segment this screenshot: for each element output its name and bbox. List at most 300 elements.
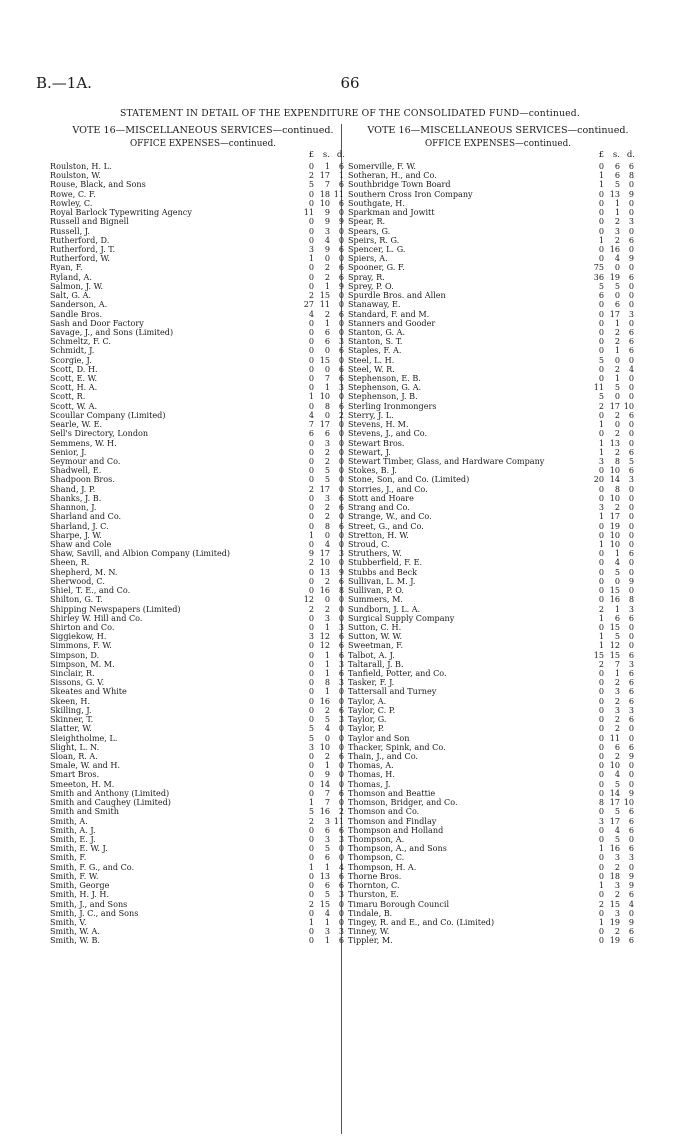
amount-pence: 3 <box>628 704 634 715</box>
amount-shillings: 17 <box>609 511 620 522</box>
amount-pence: 0 <box>628 621 634 632</box>
payee-name: Sundborn, J. L. A. <box>348 603 421 614</box>
amount-pounds: 5 <box>598 280 604 291</box>
payee-name: Thomson and Beattie <box>348 787 436 798</box>
amount-pence: 4 <box>628 363 634 374</box>
amount-pounds: 0 <box>308 336 314 347</box>
payee-name: Storries, J., and Co. <box>348 483 428 494</box>
payee-name: Thain, J., and Co. <box>348 751 419 761</box>
amount-pounds: 0 <box>308 566 314 577</box>
amount-pounds: 0 <box>598 741 604 752</box>
amount-pence: 6 <box>628 548 634 559</box>
amount-shillings: 2 <box>614 714 620 725</box>
amount-pence: 0 <box>338 695 344 706</box>
payee-name: Sinclair, R. <box>50 668 95 679</box>
amount-pence: 6 <box>628 695 634 706</box>
amount-pounds: 0 <box>598 852 604 863</box>
payee-name: Southern Cross Iron Company <box>348 188 473 199</box>
amount-pounds: 1 <box>598 179 604 190</box>
amount-shillings: 17 <box>609 815 620 826</box>
payee-name: Sprey, P. O. <box>348 280 394 291</box>
amount-pounds: 0 <box>308 363 314 374</box>
amount-shillings: 2 <box>614 889 620 900</box>
amount-shillings: 0 <box>324 345 330 356</box>
amount-pounds: 1 <box>598 446 604 457</box>
amount-pence: 0 <box>628 419 634 430</box>
amount-shillings: 6 <box>614 161 620 171</box>
amount-shillings: 15 <box>319 354 330 365</box>
payee-name: Spencer, L. G. <box>348 243 406 254</box>
amount-shillings: 1 <box>614 603 620 614</box>
document-reference: B.—1A. <box>36 74 92 92</box>
amount-shillings: 9 <box>324 216 330 227</box>
amount-pence: 6 <box>338 649 344 660</box>
payee-name: Roulston, H. L. <box>50 161 112 171</box>
payee-name: Simpson, D. <box>50 649 100 660</box>
amount-shillings: 3 <box>614 907 620 918</box>
amount-shillings: 1 <box>324 382 330 393</box>
amount-shillings: 2 <box>614 751 620 761</box>
amount-pence: 0 <box>338 456 344 466</box>
payee-name: Thomas, J. <box>348 778 391 789</box>
amount-pence: 0 <box>628 437 634 448</box>
payee-name: Thompson and Holland <box>348 824 444 835</box>
payee-name: Skeen, H. <box>50 695 91 706</box>
amount-pence: 6 <box>338 751 344 761</box>
amount-shillings: 1 <box>324 280 330 291</box>
amount-pence: 0 <box>338 797 344 808</box>
amount-pence: 3 <box>628 216 634 227</box>
payee-name: Stanners and Gooder <box>348 317 436 328</box>
amount-pence: 6 <box>338 575 344 586</box>
amount-pence: 0 <box>338 538 344 549</box>
payee-name: Stretton, H. W. <box>348 529 409 540</box>
amount-pence: 0 <box>628 732 634 743</box>
amount-pence: 3 <box>338 548 344 559</box>
payee-name: Stanaway, E. <box>348 299 401 310</box>
payee-name: Sash and Door Factory <box>50 317 144 328</box>
amount-pence: 0 <box>338 474 344 485</box>
left-entries <box>50 162 356 946</box>
amount-pounds: 0 <box>308 575 314 586</box>
amount-pence: 0 <box>628 557 634 568</box>
amount-pounds: 0 <box>598 861 604 872</box>
pence-header: d. <box>336 150 345 160</box>
amount-pence: 0 <box>338 529 344 540</box>
amount-shillings: 16 <box>609 243 620 254</box>
amount-pounds: 3 <box>598 456 604 466</box>
amount-shillings: 14 <box>609 787 620 798</box>
amount-shillings: 2 <box>324 456 330 466</box>
amount-pence: 0 <box>338 317 344 328</box>
amount-pounds: 0 <box>598 668 604 679</box>
payee-name: Sell's Directory, London <box>50 428 149 439</box>
payee-name: Schmidt, J. <box>50 345 95 356</box>
amount-pounds: 5 <box>308 723 314 734</box>
amount-shillings: 2 <box>614 428 620 439</box>
amount-shillings: 0 <box>614 262 620 273</box>
amount-pounds: 0 <box>308 511 314 522</box>
amount-pence: 6 <box>628 686 634 697</box>
amount-pence: 9 <box>628 916 634 927</box>
amount-pence: 0 <box>628 373 634 384</box>
amount-shillings: 5 <box>614 833 620 844</box>
payee-name: Sterling Ironmongers <box>348 400 437 411</box>
payee-name: Taylor, G. <box>348 714 387 725</box>
amount-pence: 6 <box>338 363 344 374</box>
payee-name: Stubberfield, F. E. <box>348 557 423 568</box>
amount-pence: 0 <box>628 197 634 208</box>
amount-pounds: 0 <box>598 889 604 900</box>
amount-pounds: 0 <box>308 751 314 761</box>
amount-pence: 0 <box>628 529 634 540</box>
amount-shillings: 15 <box>609 649 620 660</box>
amount-shillings: 17 <box>319 419 330 430</box>
amount-pounds: 0 <box>598 732 604 743</box>
payee-name: Shilton, G. T. <box>50 594 103 605</box>
amount-shillings: 3 <box>614 704 620 715</box>
amount-pence: 0 <box>628 290 634 301</box>
amount-shillings: 6 <box>614 299 620 310</box>
amount-pence: 3 <box>338 926 344 937</box>
amount-shillings: 3 <box>324 612 330 623</box>
amount-pounds: 0 <box>598 686 604 697</box>
amount-shillings: 11 <box>319 299 330 310</box>
amount-shillings: 9 <box>324 207 330 218</box>
amount-pence: 6 <box>628 926 634 937</box>
amount-pounds: 11 <box>593 382 604 393</box>
amount-pounds: 0 <box>308 880 314 891</box>
amount-shillings: 5 <box>324 889 330 900</box>
amount-shillings: 6 <box>324 852 330 863</box>
payee-name: Scott, D. H. <box>50 363 98 374</box>
amount-pounds: 0 <box>598 373 604 384</box>
payee-name: Sweetman, F. <box>348 640 404 651</box>
payee-name: Smith, H. J. H. <box>50 889 110 900</box>
payee-name: Tippler, M. <box>348 935 393 946</box>
amount-shillings: 2 <box>614 502 620 513</box>
amount-pence: 0 <box>628 907 634 918</box>
payee-name: Spears, G. <box>348 225 391 236</box>
payee-name: Tattersall and Turney <box>348 686 437 697</box>
payee-name: Sheen, R. <box>50 557 90 568</box>
amount-shillings: 1 <box>324 935 330 946</box>
amount-pounds: 6 <box>598 290 604 301</box>
amount-pence: 6 <box>338 492 344 503</box>
amount-pounds: 0 <box>308 354 314 365</box>
payee-name: Stephenson, G. A. <box>348 382 422 393</box>
amount-pence: 10 <box>623 400 634 411</box>
amount-shillings: 17 <box>609 400 620 411</box>
amount-shillings: 3 <box>324 815 330 826</box>
amount-pence: 0 <box>628 207 634 218</box>
amount-pence: 9 <box>628 253 634 264</box>
amount-shillings: 0 <box>324 732 330 743</box>
payee-name: Shanks, J. B. <box>50 492 102 503</box>
amount-shillings: 3 <box>614 686 620 697</box>
amount-pounds: 0 <box>598 575 604 586</box>
amount-pounds: 0 <box>308 769 314 780</box>
payee-name: Thompson, A. <box>348 833 405 844</box>
pounds-header: £ <box>308 150 314 160</box>
amount-pence: 6 <box>628 668 634 679</box>
payee-name: Russell, J. <box>50 225 90 236</box>
amount-pence: 0 <box>338 437 344 448</box>
amount-shillings: 3 <box>324 492 330 503</box>
amount-pence: 0 <box>628 769 634 780</box>
amount-shillings: 4 <box>324 907 330 918</box>
amount-pence: 9 <box>628 870 634 881</box>
payee-name: Thompson, C. <box>348 852 405 863</box>
amount-pence: 6 <box>338 631 344 642</box>
amount-pence: 0 <box>628 723 634 734</box>
payee-name: Shepherd, M. N. <box>50 566 118 577</box>
payee-name: Stewart Bros. <box>348 437 405 448</box>
amount-pence: 6 <box>628 889 634 900</box>
amount-shillings: 1 <box>324 649 330 660</box>
amount-shillings: 2 <box>324 751 330 761</box>
amount-pounds: 1 <box>308 391 314 402</box>
amount-shillings: 13 <box>609 437 620 448</box>
amount-shillings: 2 <box>324 308 330 319</box>
amount-pounds: 0 <box>598 760 604 771</box>
amount-pounds: 0 <box>308 326 314 337</box>
amount-pounds: 0 <box>308 446 314 457</box>
payee-name: Stanton, G. A. <box>348 326 406 337</box>
amount-pounds: 5 <box>308 179 314 190</box>
amount-pence: 3 <box>628 308 634 319</box>
payee-name: Smith and Caughey (Limited) <box>50 797 171 808</box>
table-row <box>50 936 356 945</box>
payee-name: Smith and Smith <box>50 806 119 817</box>
payee-name: Thornton, C. <box>348 880 400 891</box>
amount-pence: 3 <box>338 677 344 688</box>
amount-pence: 0 <box>338 907 344 918</box>
amount-pounds: 0 <box>308 225 314 236</box>
amount-shillings: 2 <box>614 926 620 937</box>
amount-shillings: 8 <box>324 677 330 688</box>
amount-pence: 0 <box>338 557 344 568</box>
payee-name: Spurdle Bros. and Allen <box>348 290 446 301</box>
payee-name: Speirs, R. G. <box>348 234 400 245</box>
amount-shillings: 4 <box>614 557 620 568</box>
amount-pounds: 0 <box>308 612 314 623</box>
amount-pounds: 0 <box>308 474 314 485</box>
amount-pence: 6 <box>628 446 634 457</box>
amount-pounds: 0 <box>308 188 314 199</box>
payee-name: Sparkman and Jowitt <box>348 207 435 218</box>
amount-pounds: 0 <box>598 465 604 476</box>
amount-pence: 0 <box>628 861 634 872</box>
amount-pounds: 0 <box>598 483 604 494</box>
amount-pounds: 1 <box>598 843 604 854</box>
payee-name: Shipping Newspapers (Limited) <box>50 603 181 614</box>
payee-name: Shaw and Cole <box>50 538 112 549</box>
amount-pence: 0 <box>338 299 344 310</box>
amount-pounds: 0 <box>308 760 314 771</box>
amount-shillings: 3 <box>614 880 620 891</box>
amount-pence: 6 <box>338 640 344 651</box>
amount-shillings: 7 <box>324 373 330 384</box>
amount-pounds: 0 <box>308 695 314 706</box>
amount-pence: 0 <box>338 594 344 605</box>
payee-name: Tindale, B. <box>348 907 393 918</box>
amount-shillings: 2 <box>614 409 620 420</box>
amount-shillings: 5 <box>614 778 620 789</box>
amount-pounds: 0 <box>308 437 314 448</box>
amount-shillings: 12 <box>609 640 620 651</box>
amount-pence: 9 <box>628 575 634 586</box>
payee-name: Tanfield, Potter, and Co. <box>348 668 447 679</box>
amount-shillings: 9 <box>324 769 330 780</box>
amount-shillings: 1 <box>324 686 330 697</box>
right-entries <box>348 162 648 946</box>
amount-shillings: 2 <box>324 603 330 614</box>
amount-pounds: 0 <box>308 686 314 697</box>
amount-shillings: 4 <box>614 253 620 264</box>
amount-pounds: 0 <box>598 529 604 540</box>
payee-name: Spray, R. <box>348 271 385 282</box>
amount-shillings: 0 <box>614 391 620 402</box>
amount-pence: 0 <box>628 778 634 789</box>
amount-pounds: 0 <box>598 778 604 789</box>
amount-shillings: 10 <box>609 529 620 540</box>
amount-pence: 0 <box>628 760 634 771</box>
amount-pence: 6 <box>628 161 634 171</box>
payee-name: Smith, J. C., and Sons <box>50 907 139 918</box>
amount-shillings: 6 <box>614 612 620 623</box>
amount-shillings: 8 <box>614 483 620 494</box>
pence-header: d. <box>626 150 635 160</box>
amount-shillings: 3 <box>614 225 620 236</box>
amount-pence: 0 <box>628 585 634 596</box>
amount-pounds: 0 <box>308 197 314 208</box>
amount-pounds: 0 <box>308 677 314 688</box>
payee-name: Stanton, S. T. <box>348 336 403 347</box>
amount-pence: 0 <box>338 898 344 909</box>
amount-pence: 0 <box>628 492 634 503</box>
amount-pence: 3 <box>338 658 344 669</box>
amount-pounds: 2 <box>308 603 314 614</box>
amount-shillings: 1 <box>324 861 330 872</box>
amount-shillings: 1 <box>324 760 330 771</box>
payee-name: Shadwell, E. <box>50 465 102 476</box>
amount-pounds: 0 <box>308 824 314 835</box>
amount-pence: 0 <box>338 732 344 743</box>
amount-pence: 0 <box>338 419 344 430</box>
amount-pounds: 0 <box>598 557 604 568</box>
amount-pence: 6 <box>628 806 634 817</box>
payee-name: Rutherford, D. <box>50 234 110 245</box>
payee-name: Schmeltz, F. C. <box>50 336 111 347</box>
amount-pence: 2 <box>338 409 344 420</box>
amount-pence: 0 <box>628 428 634 439</box>
amount-pounds: 5 <box>308 806 314 817</box>
amount-pounds: 0 <box>598 769 604 780</box>
amount-shillings: 3 <box>324 926 330 937</box>
amount-pounds: 0 <box>308 889 314 900</box>
amount-pence: 0 <box>628 520 634 531</box>
amount-pounds: 0 <box>308 833 314 844</box>
amount-pounds: 15 <box>593 649 604 660</box>
payee-name: Skilling, J. <box>50 704 92 715</box>
amount-pence: 6 <box>338 308 344 319</box>
payee-name: Smith, F. G., and Co. <box>50 861 135 872</box>
amount-pounds: 1 <box>598 437 604 448</box>
payee-name: Sloan, R. A. <box>50 751 98 761</box>
amount-shillings: 6 <box>324 428 330 439</box>
amount-shillings: 1 <box>614 373 620 384</box>
amount-pence: 0 <box>338 760 344 771</box>
amount-shillings: 1 <box>324 668 330 679</box>
amount-pounds: 0 <box>598 207 604 218</box>
payee-name: Smith, J., and Sons <box>50 898 128 909</box>
amount-pounds: 5 <box>308 732 314 743</box>
payee-name: Scoullar Company (Limited) <box>50 409 166 420</box>
amount-pounds: 2 <box>598 603 604 614</box>
amount-pence: 6 <box>338 271 344 282</box>
amount-pounds: 0 <box>598 225 604 236</box>
payee-name: Skinner, T. <box>50 714 94 725</box>
amount-pounds: 3 <box>308 741 314 752</box>
amount-pence: 0 <box>628 640 634 651</box>
amount-pence: 0 <box>628 631 634 642</box>
table-row <box>348 936 648 945</box>
payee-name: Strange, W., and Co. <box>348 511 432 522</box>
amount-pence: 9 <box>628 880 634 891</box>
amount-shillings: 17 <box>609 308 620 319</box>
amount-shillings: 1 <box>614 207 620 218</box>
amount-pence: 0 <box>338 354 344 365</box>
amount-pence: 3 <box>628 603 634 614</box>
amount-shillings: 16 <box>319 695 330 706</box>
amount-pounds: 0 <box>308 520 314 531</box>
payee-name: Sullivan, L. M. J. <box>348 575 416 586</box>
amount-pounds: 0 <box>308 465 314 476</box>
amount-pence: 0 <box>338 686 344 697</box>
payee-name: Sterry, J. L. <box>348 409 394 420</box>
amount-pence: 0 <box>338 723 344 734</box>
payee-name: Thomson and Findlay <box>348 815 437 826</box>
payee-name: Shadpoon Bros. <box>50 474 115 485</box>
payee-name: Salt, G. A. <box>50 290 92 301</box>
amount-shillings: 2 <box>614 336 620 347</box>
payee-name: Sanderson, A. <box>50 299 108 310</box>
amount-pounds: 0 <box>598 787 604 798</box>
amount-pence: 0 <box>338 843 344 854</box>
amount-pounds: 0 <box>308 649 314 660</box>
amount-shillings: 2 <box>324 262 330 273</box>
payee-name: Siggiekow, H. <box>50 631 107 642</box>
amount-pence: 1 <box>338 170 344 181</box>
amount-pounds: 0 <box>598 492 604 503</box>
amount-pence: 0 <box>628 391 634 402</box>
shillings-header: s. <box>322 150 330 160</box>
amount-pounds: 0 <box>598 566 604 577</box>
amount-pounds: 0 <box>598 833 604 844</box>
amount-pounds: 0 <box>308 585 314 596</box>
amount-pounds: 0 <box>308 317 314 328</box>
payee-name: Scott, W. A. <box>50 400 98 411</box>
amount-pounds: 0 <box>598 824 604 835</box>
payee-name: Shiel, T. E., and Co. <box>50 585 131 596</box>
amount-pounds: 0 <box>308 492 314 503</box>
amount-pence: 6 <box>338 197 344 208</box>
payee-name: Semmens, W. H. <box>50 437 117 448</box>
payee-name: Stevens, J., and Co. <box>348 428 428 439</box>
amount-shillings: 0 <box>324 594 330 605</box>
amount-pence: 0 <box>338 326 344 337</box>
